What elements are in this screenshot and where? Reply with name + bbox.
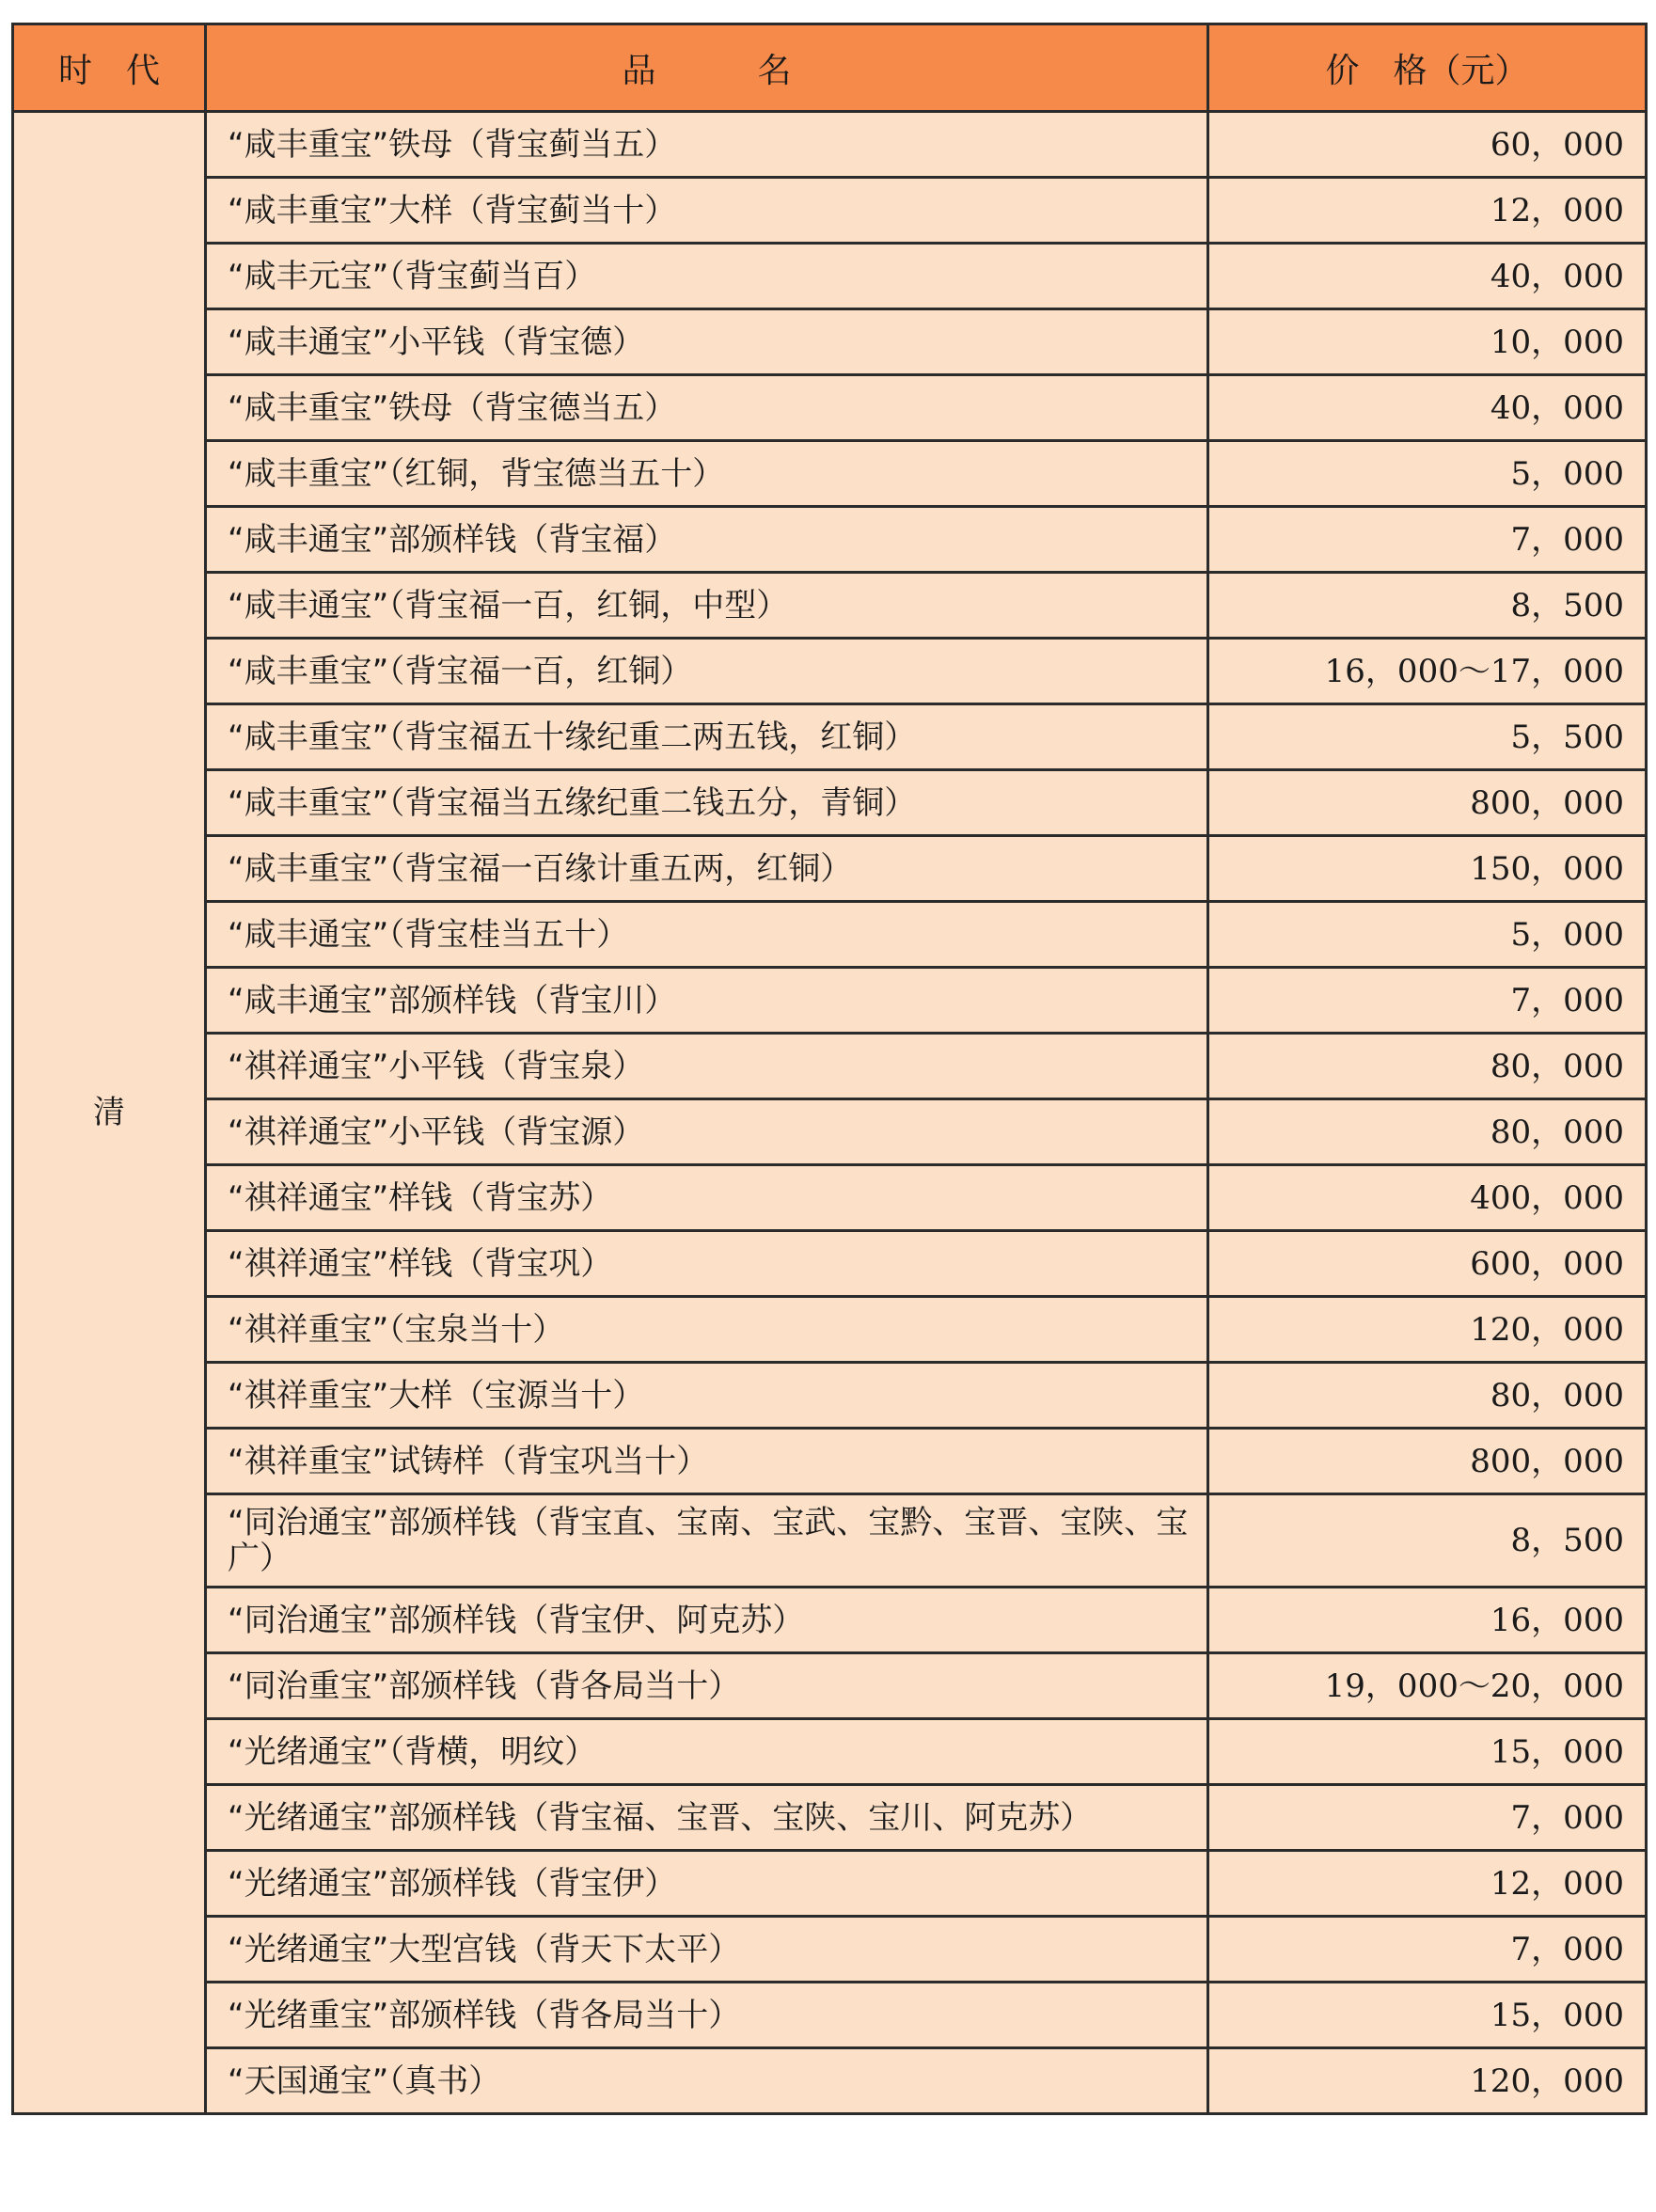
header-price: 价 格（元） [1208,24,1647,112]
item-name-cell: “天国通宝”（真书） [206,2048,1208,2114]
item-price-cell: 5，500 [1208,704,1647,770]
item-name-cell: “咸丰通宝”部颁样钱（背宝福） [206,507,1208,573]
item-name-cell: “祺祥通宝”小平钱（背宝泉） [206,1034,1208,1099]
table-row [13,178,1647,244]
table-row [13,1588,1647,1653]
item-price-cell: 80，000 [1208,1099,1647,1165]
item-name-cell: “同治通宝”部颁样钱（背宝伊、阿克苏） [206,1588,1208,1653]
item-name-cell: “同治重宝”部颁样钱（背各局当十） [206,1653,1208,1719]
table-row [13,507,1647,573]
item-price-cell: 40，000 [1208,375,1647,441]
item-name-cell: “光绪通宝”部颁样钱（背宝福、宝晋、宝陕、宝川、阿克苏） [206,1785,1208,1851]
item-price-cell: 40，000 [1208,244,1647,309]
table-row [13,375,1647,441]
item-name-cell: “祺祥重宝”试铸样（背宝巩当十） [206,1429,1208,1494]
table-row [13,770,1647,836]
table-body [13,112,1647,2114]
table-row [13,1165,1647,1231]
item-name-cell: “光绪通宝”大型宫钱（背天下太平） [206,1917,1208,1983]
item-price-cell: 60，000 [1208,112,1647,178]
item-price-cell: 8，500 [1208,1494,1647,1588]
item-name-cell: “咸丰重宝”（背宝福一百缘计重五两，红铜） [206,836,1208,902]
item-price-cell: 80，000 [1208,1363,1647,1429]
item-name-cell: “光绪通宝”（背横，明纹） [206,1719,1208,1785]
era-cell: 清 [13,112,206,2114]
table-row [13,1099,1647,1165]
item-name-cell: “咸丰通宝”小平钱（背宝德） [206,309,1208,375]
table-header [13,24,1647,112]
price-table [11,23,1648,2115]
table-row [13,112,1647,178]
table-row [13,902,1647,968]
header-era: 时 代 [13,24,206,112]
table-row [13,1494,1647,1588]
table-row [13,704,1647,770]
item-name-cell: “光绪重宝”部颁样钱（背各局当十） [206,1983,1208,2048]
item-name-cell: “咸丰重宝”铁母（背宝蓟当五） [206,112,1208,178]
item-name-cell: “咸丰重宝”铁母（背宝德当五） [206,375,1208,441]
item-price-cell: 7，000 [1208,1785,1647,1851]
item-price-cell: 12，000 [1208,178,1647,244]
table-row [13,1719,1647,1785]
table-row [13,1363,1647,1429]
table-row [13,1034,1647,1099]
table-row [13,1851,1647,1917]
item-name-cell: “祺祥通宝”小平钱（背宝源） [206,1099,1208,1165]
item-name-cell: “咸丰通宝”（背宝桂当五十） [206,902,1208,968]
table-row [13,573,1647,639]
item-price-cell: 120，000 [1208,2048,1647,2114]
table-row [13,1983,1647,2048]
item-name-cell: “祺祥通宝”样钱（背宝巩） [206,1231,1208,1297]
item-name-cell: “咸丰重宝”（背宝福当五缘纪重二钱五分，青铜） [206,770,1208,836]
table-row [13,1785,1647,1851]
table-row [13,639,1647,704]
item-price-cell: 800，000 [1208,770,1647,836]
item-name-cell: “光绪通宝”部颁样钱（背宝伊） [206,1851,1208,1917]
item-price-cell: 15，000 [1208,1719,1647,1785]
table-row [13,968,1647,1034]
item-price-cell: 7，000 [1208,507,1647,573]
item-price-cell: 400，000 [1208,1165,1647,1231]
table-row [13,1653,1647,1719]
item-price-cell: 8，500 [1208,573,1647,639]
item-name-cell: “咸丰重宝”（背宝福一百，红铜） [206,639,1208,704]
item-name-cell: “咸丰重宝”（背宝福五十缘纪重二两五钱，红铜） [206,704,1208,770]
item-name-cell: “咸丰通宝”部颁样钱（背宝川） [206,968,1208,1034]
item-price-cell: 16，000～17，000 [1208,639,1647,704]
table-row [13,836,1647,902]
item-price-cell: 10，000 [1208,309,1647,375]
item-price-cell: 16，000 [1208,1588,1647,1653]
table-row [13,441,1647,507]
item-price-cell: 19，000～20，000 [1208,1653,1647,1719]
item-name-cell: “咸丰通宝”（背宝福一百，红铜，中型） [206,573,1208,639]
item-name-cell: “咸丰元宝”（背宝蓟当百） [206,244,1208,309]
table-row [13,1231,1647,1297]
header-name: 品 名 [206,24,1208,112]
item-price-cell: 5，000 [1208,441,1647,507]
table-row [13,309,1647,375]
item-name-cell: “咸丰重宝”（红铜，背宝德当五十） [206,441,1208,507]
item-name-cell: “祺祥重宝”大样（宝源当十） [206,1363,1208,1429]
table-row [13,244,1647,309]
item-price-cell: 120，000 [1208,1297,1647,1363]
item-name-cell: “祺祥重宝”（宝泉当十） [206,1297,1208,1363]
item-name-cell: “同治通宝”部颁样钱（背宝直、宝南、宝武、宝黔、宝晋、宝陕、宝广） [206,1494,1208,1588]
item-price-cell: 12，000 [1208,1851,1647,1917]
table-row [13,2048,1647,2114]
item-name-cell: “祺祥通宝”样钱（背宝苏） [206,1165,1208,1231]
item-price-cell: 5，000 [1208,902,1647,968]
table-row [13,1917,1647,1983]
item-price-cell: 600，000 [1208,1231,1647,1297]
item-price-cell: 7，000 [1208,968,1647,1034]
item-price-cell: 800，000 [1208,1429,1647,1494]
item-price-cell: 150，000 [1208,836,1647,902]
item-price-cell: 15，000 [1208,1983,1647,2048]
item-price-cell: 80，000 [1208,1034,1647,1099]
table-row [13,1429,1647,1494]
item-name-cell: “咸丰重宝”大样（背宝蓟当十） [206,178,1208,244]
table-row [13,1297,1647,1363]
header-row [13,24,1647,112]
item-price-cell: 7，000 [1208,1917,1647,1983]
